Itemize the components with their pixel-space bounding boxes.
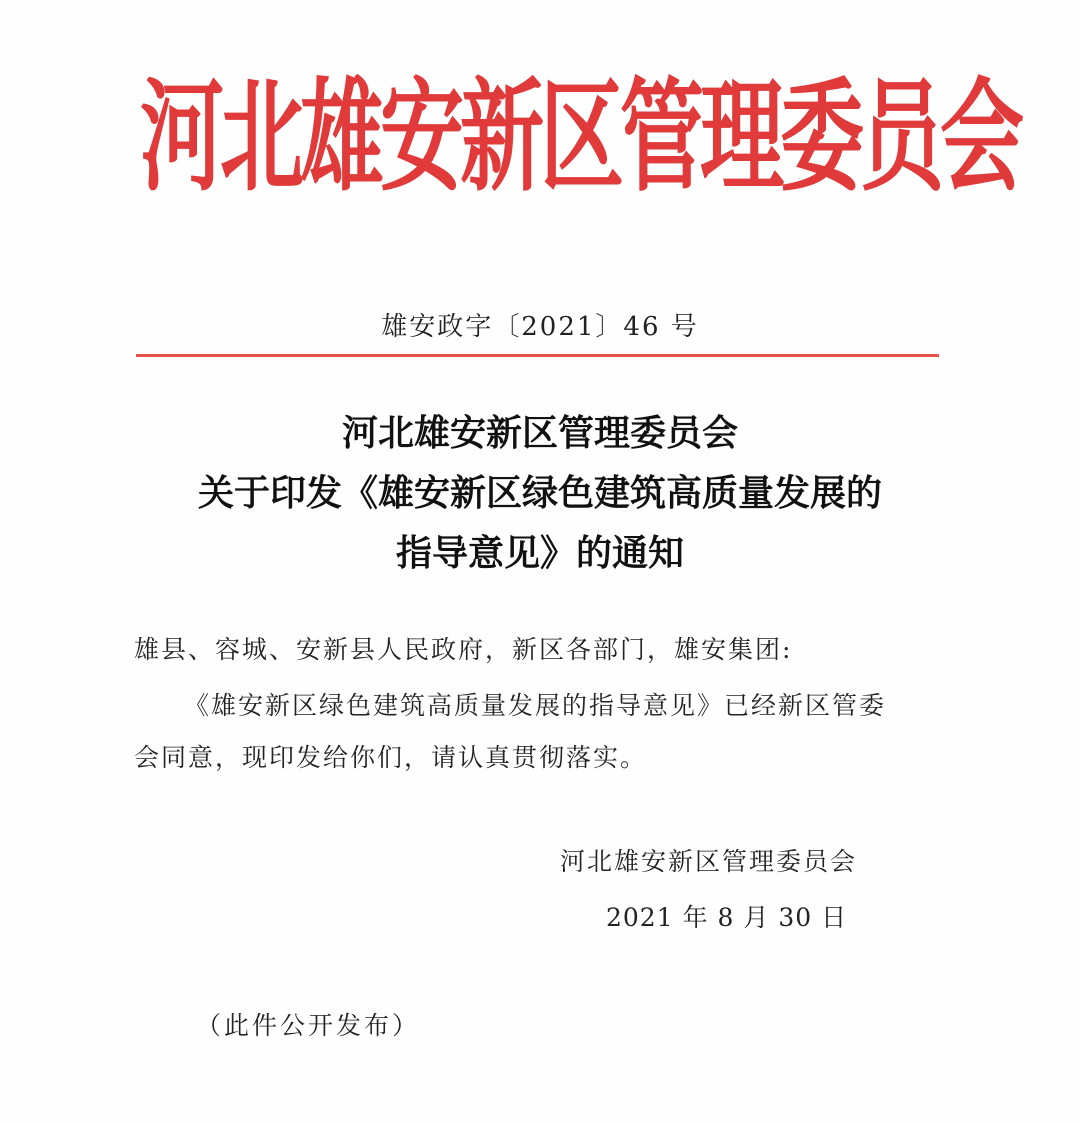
- letterhead-char: 雄: [300, 64, 385, 209]
- title-line: 关于印发《雄安新区绿色建筑高质量发展的: [197, 473, 882, 514]
- letterhead-char: 河: [140, 64, 225, 209]
- body-line: 会同意，现印发给你们，请认真贯彻落实。: [134, 743, 648, 772]
- body-line: 《雄安新区绿色建筑高质量发展的指导意见》已经新区管委: [184, 691, 887, 720]
- letterhead-title: [140, 64, 1025, 209]
- letterhead-char: 管: [620, 64, 705, 209]
- issue-date: 2021 年 8 月 30 日: [606, 903, 848, 932]
- notice-title: [0, 404, 1080, 584]
- letterhead-char: 新: [460, 64, 545, 209]
- letterhead-char: 会: [940, 64, 1025, 209]
- title-line: 河北雄安新区管理委员会: [341, 413, 738, 454]
- letterhead-char: 安: [380, 64, 465, 209]
- body-paragraph: [134, 680, 944, 784]
- issuer-signature: 河北雄安新区管理委员会: [560, 847, 858, 876]
- title-line: 指导意见》的通知: [395, 533, 684, 574]
- letterhead-char: 区: [540, 64, 625, 209]
- letterhead-divider: [136, 354, 939, 357]
- letterhead-char: 员: [860, 64, 945, 209]
- letterhead-char: 北: [220, 64, 305, 209]
- document-number: 雄安政字〔2021〕46 号: [381, 312, 699, 342]
- letterhead-char: 理: [700, 64, 785, 209]
- publication-note: （此件公开发布）: [196, 1011, 421, 1040]
- addressee: 雄县、容城、安新县人民政府，新区各部门，雄安集团:: [134, 635, 793, 664]
- letterhead-char: 委: [780, 64, 865, 209]
